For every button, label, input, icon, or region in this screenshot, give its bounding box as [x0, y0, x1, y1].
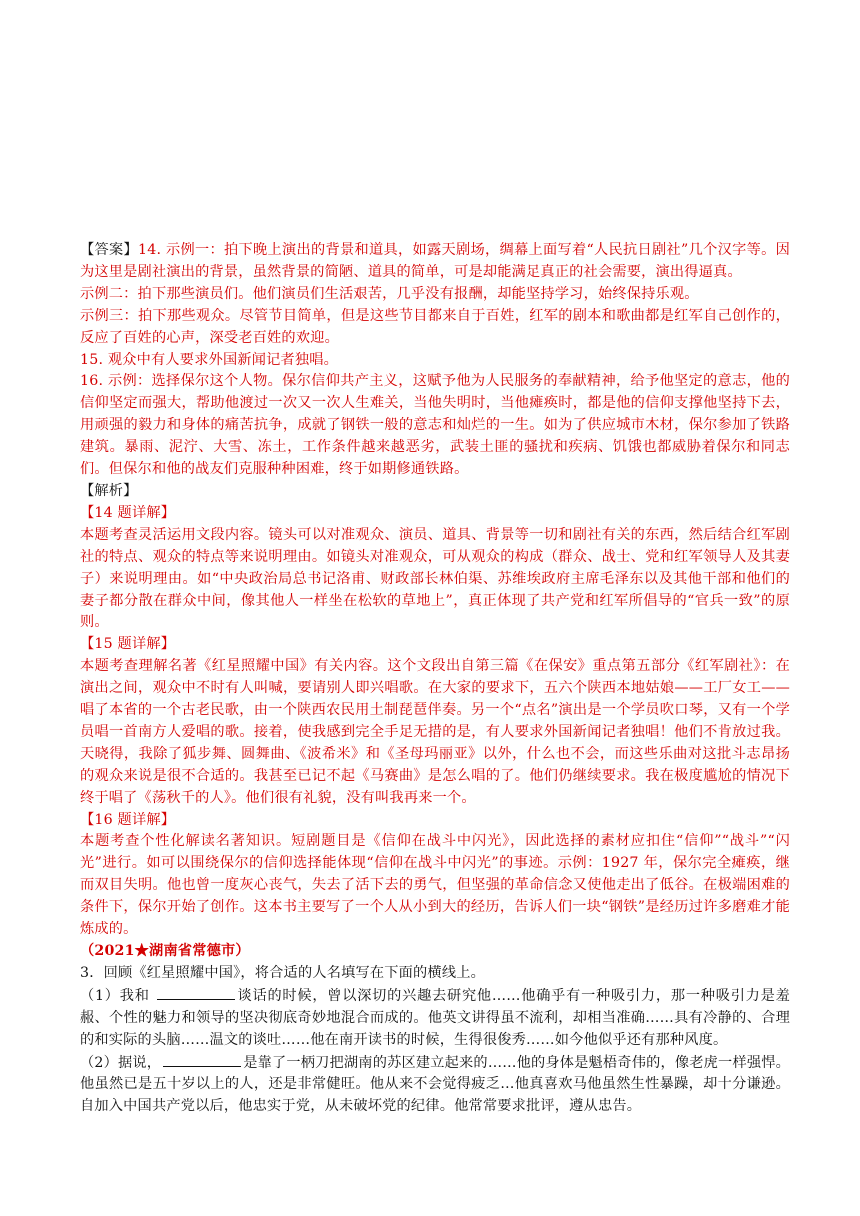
q14-detail-body: 本题考查灵活运用文段内容。镜头可以对准观众、演员、道具、背景等一切和剧社有关的东西，然后结合红军剧社的特点、观众的特点等来说明理由。如镜头对准观众，可从观众的构成（群众、战士、党和红军领导人及其妻子）来说明理由。如“中央政治局总书记洛甫、财政部长林伯渠、苏维埃政府主席毛泽东以及其他干部和他们的妻子都分散在群众中间，像其他人一样坐在松软的草地上”，真正体现了共产党和红军所倡导的“官兵一致”的原则。	[80, 526, 790, 631]
answer-header: 【答案】	[80, 242, 138, 258]
question-3: 3．回顾《红星照耀中国》，将合适的人名填写在下面的横线上。	[80, 964, 485, 981]
q14-detail-header: 【14 题详解】	[80, 504, 176, 521]
answer-q15: 15. 观众中有人要求外国新闻记者独唱。	[80, 351, 339, 368]
q15-detail-header: 【15 题详解】	[80, 636, 176, 653]
q16-detail-header: 【16 题详解】	[80, 811, 176, 828]
source-label: （2021★湖南省常德市）	[80, 943, 250, 959]
part2-blank	[163, 1052, 241, 1067]
q16-detail-body: 本题考查个性化解读名著知识。短剧题目是《信仰在战斗中闪光》，因此选择的素材应扣住“信仰”“战斗”“闪光”进行。如可以围绕保尔的信仰选择能体现“信仰在战斗中闪光”的事迹。示例：1927 年，保尔完全瘫痪，继而双目失明。他也曾一度灰心丧气，失去了活下去的勇气，但坚强的革命信念又使他走出了低谷。在极端困难的条件下，保尔开始了创作。这本书主要写了一个人从小到大的经历，告诉人们一块“钢铁”是经历过许多磨难才能炼成的。	[80, 833, 790, 938]
answer-q14-ex1-text: 14. 示例一：拍下晚上演出的背景和道具，如露天剧场，绸幕上面写着“人民抗日剧社”几个汉字等。因为这里是剧社演出的背景，虽然背景的简陋、道具的简单，可是却能满足真正的社会需要，演出得逼真。	[80, 242, 790, 280]
part1-text: 谈话的时候，曾以深切的兴趣去研究他……他确乎有一种吸引力，那一种吸引力是羞赧、个性的魅力和领导的坚决彻底奇妙地混合而成的。他英文讲得虽不流利，却相当准确……具有冷静的、合理的和实际的头脑……温文的谈吐……他在南开读书的时候，生得很俊秀……如今他似乎还有那种风度。	[80, 987, 790, 1048]
answer-q16: 16. 示例：选择保尔这个人物。保尔信仰共产主义，这赋予他为人民服务的奉献精神，给予他坚定的意志，他的信仰坚定而强大，帮助他渡过一次又一次人生难关，当他失明时，当他瘫痪时，都是他的信仰支撑他坚持下去，用顽强的毅力和身体的痛苦抗争，成就了钢铁一般的意志和灿烂的一生。如为了供应城市木材，保尔参加了铁路建筑。暴雨、泥泞、大雪、冻土，工作条件越来越恶劣，武装土匪的骚扰和疾病、饥饿也都威胁着保尔和同志们。但保尔和他的战友们克服种种困难，终于如期修通铁路。	[80, 373, 790, 478]
part1-blank	[157, 985, 235, 1000]
document-page	[80, 240, 790, 1118]
answer-q14-example2: 示例二：拍下那些演员们。他们演员们生活艰苦，几乎没有报酬，却能坚持学习，始终保持乐观。	[80, 285, 699, 302]
part1-prefix: （1）我和	[80, 987, 155, 1004]
question-3-part2	[80, 1052, 790, 1119]
part2-prefix: （2）据说，	[80, 1054, 162, 1071]
answer-q14-example3: 示例三：拍下那些观众。尽管节目简单，但是这些节目都来自于百姓，红军的剧本和歌曲都是红军自己创作的，反应了百姓的心声，深受老百姓的欢迎。	[80, 307, 790, 346]
q15-detail-body: 本题考查理解名著《红星照耀中国》有关内容。这个文段出自第三篇《在保安》重点第五部分《红军剧社》：在演出之间，观众中不时有人叫喊，要请别人即兴唱歌。在大家的要求下，五六个陕西本地姑娘——工厂女工——唱了本省的一个古老民歌，由一个陕西农民用土制琵琶伴奏。另一个“点名”演出是一个学员吹口琴，又有一个学员唱一首南方人爱唱的歌。接着，使我感到完全手足无措的是，有人要求外国新闻记者独唱！他们不肯放过我。天晓得，我除了狐步舞、圆舞曲、《波希米》和《圣母玛丽亚》以外，什么也不会，而这些乐曲对这批斗志昂扬的观众来说是很不合适的。我甚至已记不起《马赛曲》是怎么唱的了。他们仍继续要求。我在极度尴尬的情况下终于唱了《荡秋千的人》。他们很有礼貌，没有叫我再来一个。	[80, 658, 790, 806]
question-3-part1	[80, 985, 790, 1052]
part2-text: 是靠了一柄刀把湖南的苏区建立起来的……他的身体是魁梧奇伟的，像老虎一样强悍。他虽然已是五十岁以上的人，还是非常健旺。他从来不会觉得疲乏…他真喜欢马他虽然生性暴躁，却十分谦逊。自加入中国共产党以后，他忠实于党，从未破坏党的纪律。他常常要求批评，遵从忠告。	[80, 1054, 790, 1115]
answer-q14-example1	[80, 240, 790, 284]
analysis-header: 【解析】	[80, 482, 138, 499]
